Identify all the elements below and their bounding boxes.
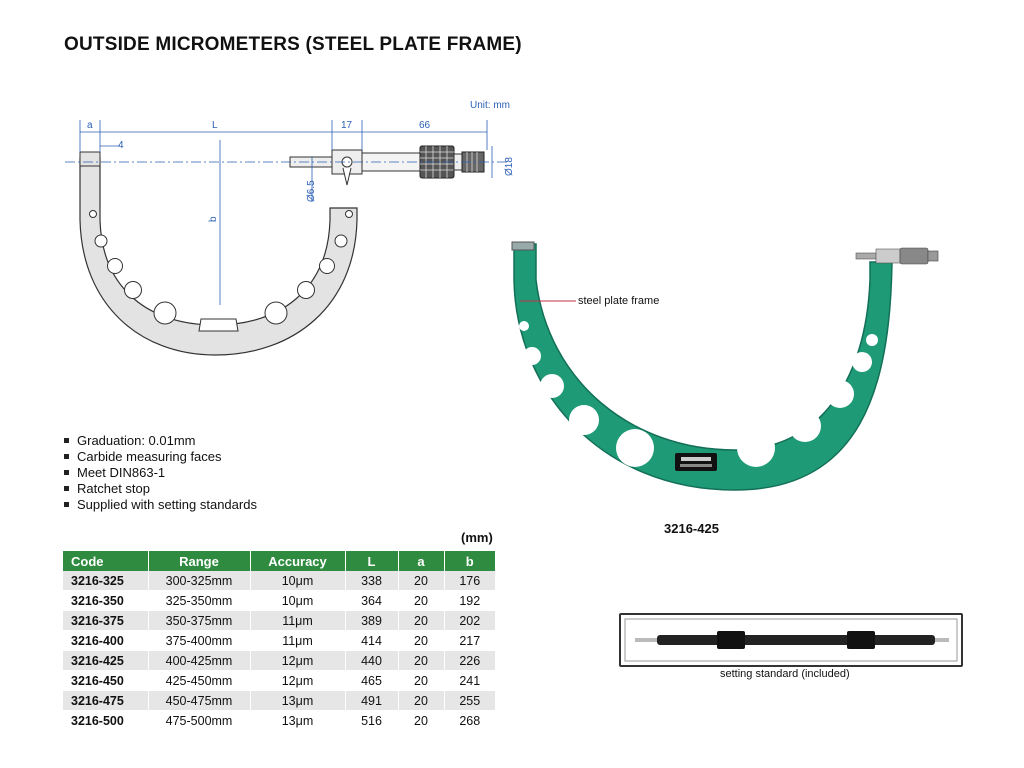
feature-item: Supplied with setting standards <box>62 497 257 513</box>
table-cell: 268 <box>444 711 495 731</box>
bullet-icon <box>64 502 69 507</box>
table-cell: 3216-450 <box>63 671 148 691</box>
col-header-code: Code <box>63 551 148 571</box>
table-row <box>63 611 495 631</box>
table-cell: 20 <box>398 611 444 631</box>
col-header-b: b <box>444 551 495 571</box>
table-cell: 3216-400 <box>63 631 148 651</box>
table-row <box>63 711 495 731</box>
table-cell: 300-325mm <box>148 571 250 591</box>
brand-plate <box>675 453 717 471</box>
table-row <box>63 571 495 591</box>
anvil <box>80 152 100 166</box>
table-cell: 11μm <box>250 611 345 631</box>
table-cell: 400-425mm <box>148 651 250 671</box>
dim-17: 17 <box>341 120 353 131</box>
feature-item: Graduation: 0.01mm <box>62 433 257 449</box>
table-cell: 241 <box>444 671 495 691</box>
unit-label: Unit: mm <box>470 100 510 111</box>
table-cell: 3216-500 <box>63 711 148 731</box>
table-cell: 325-350mm <box>148 591 250 611</box>
product-photo <box>500 240 960 500</box>
table-cell: 11μm <box>250 631 345 651</box>
table-cell: 226 <box>444 651 495 671</box>
table-cell: 3216-425 <box>63 651 148 671</box>
table-cell: 450-475mm <box>148 691 250 711</box>
label-plate <box>199 319 238 331</box>
table-cell: 338 <box>345 571 398 591</box>
table-cell: 202 <box>444 611 495 631</box>
table-cell: 20 <box>398 711 444 731</box>
table-row <box>63 591 495 611</box>
table-row <box>63 691 495 711</box>
bullet-icon <box>64 486 69 491</box>
page-title: OUTSIDE MICROMETERS (STEEL PLATE FRAME) <box>64 34 522 55</box>
table-cell: 12μm <box>250 651 345 671</box>
table-row <box>63 631 495 651</box>
table-cell: 3216-475 <box>63 691 148 711</box>
model-label: 3216-425 <box>664 521 719 536</box>
table-cell: 20 <box>398 571 444 591</box>
technical-drawing <box>60 110 530 370</box>
table-cell: 425-450mm <box>148 671 250 691</box>
table-cell: 516 <box>345 711 398 731</box>
rod-grip-right <box>847 631 875 649</box>
table-cell: 440 <box>345 651 398 671</box>
table-cell: 389 <box>345 611 398 631</box>
table-cell: 10μm <box>250 591 345 611</box>
col-header-a: a <box>398 551 444 571</box>
dim-6-5: Ø6.5 <box>306 180 317 202</box>
setting-standard-caption: setting standard (included) <box>720 668 850 680</box>
bullet-icon <box>64 438 69 443</box>
lock-lever <box>343 168 351 185</box>
table-cell: 350-375mm <box>148 611 250 631</box>
table-cell: 10μm <box>250 571 345 591</box>
rod-tip-right <box>935 638 949 642</box>
feature-item: Carbide measuring faces <box>62 449 257 465</box>
feature-item: Meet DIN863-1 <box>62 465 257 481</box>
table-cell: 20 <box>398 631 444 651</box>
table-cell: 375-400mm <box>148 631 250 651</box>
table-row <box>63 651 495 671</box>
table-cell: 20 <box>398 691 444 711</box>
col-header-L: L <box>345 551 398 571</box>
feature-list <box>62 433 257 513</box>
dim-4: 4 <box>118 140 124 151</box>
rod-tip-left <box>635 638 657 642</box>
table-cell: 20 <box>398 651 444 671</box>
table-cell: 414 <box>345 631 398 651</box>
setting-standard-box <box>619 613 963 667</box>
table-header-row <box>63 551 495 571</box>
dim-b: b <box>208 216 219 222</box>
table-cell: 491 <box>345 691 398 711</box>
table-cell: 20 <box>398 591 444 611</box>
table-cell: 192 <box>444 591 495 611</box>
table-cell: 217 <box>444 631 495 651</box>
table-cell: 13μm <box>250 691 345 711</box>
rod-grip-left <box>717 631 745 649</box>
table-cell: 176 <box>444 571 495 591</box>
setting-standard-image <box>621 615 961 665</box>
dim-66: 66 <box>419 120 431 131</box>
ratchet-photo <box>928 251 938 261</box>
dim-18: Ø18 <box>504 157 515 176</box>
dim-a: a <box>87 120 93 131</box>
table-cell: 255 <box>444 691 495 711</box>
anvil-photo <box>512 242 534 250</box>
bullet-icon <box>64 454 69 459</box>
table-cell: 20 <box>398 671 444 691</box>
table-row <box>63 671 495 691</box>
feature-item: Ratchet stop <box>62 481 257 497</box>
sleeve-photo <box>876 249 900 263</box>
table-cell: 475-500mm <box>148 711 250 731</box>
bullet-icon <box>64 470 69 475</box>
callout-label: steel plate frame <box>578 295 660 307</box>
table-cell: 12μm <box>250 671 345 691</box>
table-cell: 3216-325 <box>63 571 148 591</box>
table-cell: 465 <box>345 671 398 691</box>
thimble-photo <box>900 248 928 264</box>
col-header-accuracy: Accuracy <box>250 551 345 571</box>
table-body <box>63 571 495 731</box>
brand-plate-text-bar-2 <box>680 464 712 467</box>
dim-L: L <box>212 120 218 131</box>
table-cell: 3216-375 <box>63 611 148 631</box>
col-header-range: Range <box>148 551 250 571</box>
table-cell: 364 <box>345 591 398 611</box>
table-unit-label: (mm) <box>461 530 493 545</box>
table-cell: 13μm <box>250 711 345 731</box>
table-cell: 3216-350 <box>63 591 148 611</box>
spec-table <box>63 551 495 731</box>
rod-body <box>657 635 935 645</box>
spindle-photo <box>856 253 876 259</box>
brand-plate-text-bar <box>681 457 711 461</box>
